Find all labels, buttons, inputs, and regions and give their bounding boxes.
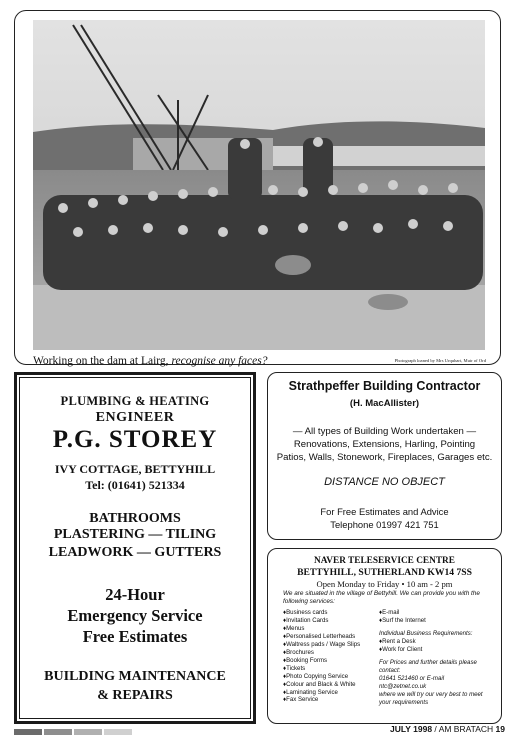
naver-business-heading: Individual Business Requirements: (379, 629, 473, 637)
dam-photo-illustration (33, 20, 485, 350)
naver-contact-line: where we will try our very best to meet (379, 690, 483, 698)
footer-bar (14, 729, 42, 735)
list-item: ♦Invitation Cards (283, 616, 329, 624)
naver-service-list (283, 609, 383, 704)
storey-service-line: LEADWORK — GUTTERS (48, 545, 222, 560)
footer-separator: / (432, 724, 439, 734)
list-item: ♦E-mail (379, 609, 400, 616)
page-footer (390, 724, 505, 734)
naver-contact-line: ntc@zetnet.co.uk (379, 682, 427, 690)
naver-right-column (379, 609, 499, 706)
naver-contact-line: For Prices and further details please (379, 658, 477, 666)
list-item: ♦Waltress pads / Wage Slips (283, 640, 361, 648)
strath-owner: (H. MacAllister) (349, 398, 420, 409)
list-item: ♦Business cards (283, 609, 328, 616)
strath-distance: DISTANCE NO OBJECT (324, 476, 445, 488)
naver-intro-line: following services: (283, 598, 335, 605)
naver-place: BETTYHILL, SUTHERLAND KW14 7SS (297, 567, 472, 578)
storey-address: IVY COTTAGE, BETTYHILL (54, 462, 216, 476)
list-item: ♦Personalised Letterheads (283, 632, 356, 640)
storey-emergency-line: Emergency Service (67, 606, 203, 625)
strath-text-line: Patios, Walls, Stonework, Fireplaces, Garages etc. (276, 452, 493, 463)
storey-advert (14, 372, 256, 724)
naver-online-list (379, 609, 499, 625)
page-number: 19 (495, 724, 505, 734)
storey-telephone: Tel: (01641) 521334 (85, 478, 185, 492)
strath-text-line: Renovations, Extensions, Harling, Pointing (293, 439, 476, 450)
naver-contact-line: your requirements (379, 698, 429, 706)
list-item: ♦Laminating Service (283, 688, 338, 696)
strath-telephone: Telephone 01997 421 751 (330, 519, 439, 530)
list-item: ♦Tickets (283, 664, 306, 672)
strathpeffer-advert (267, 372, 502, 540)
list-item: ♦Rent a Desk (379, 637, 416, 645)
naver-business-list (379, 638, 499, 654)
storey-business-name: P.G. STOREY (52, 426, 218, 453)
caption-text: Working on the dam at Lairg, (33, 355, 172, 367)
storey-service-line: BATHROOMS (89, 511, 181, 526)
storey-maintenance-line: & REPAIRS (97, 688, 173, 703)
list-item: ♦Menus (283, 624, 305, 632)
caption-italic: recognise any faces? (171, 355, 268, 367)
storey-engineer-line: ENGINEER (95, 410, 175, 425)
naver-hours: Open Monday to Friday • 10 am - 2 pm (316, 579, 453, 589)
storey-trade-line: PLUMBING & HEATING (60, 394, 210, 408)
footer-month: JULY 1998 (389, 724, 433, 734)
footer-bar (74, 729, 102, 735)
footer-magazine: AM BRATACH (438, 724, 494, 734)
photo-panel (14, 10, 501, 365)
list-item: ♦Brochures (283, 648, 314, 656)
dam-photograph (33, 20, 485, 350)
list-item: ♦Colour and Black & White (283, 680, 356, 688)
naver-intro-line: We are situated in the village of Bettyhill. We can provide you with the (283, 590, 480, 597)
list-item: ♦Booking Forms (283, 656, 328, 664)
footer-bar (104, 729, 132, 735)
list-item: ♦Work for Client (379, 645, 423, 653)
naver-advert (267, 548, 502, 724)
naver-contact-line: 01641 521460 or E-mail (379, 674, 445, 682)
storey-emergency-line: Free Estimates (82, 627, 188, 646)
photo-credit: Photograph loaned by Mrs Urquhart, Muir of Ord (394, 358, 486, 363)
storey-maintenance-line: BUILDING MAINTENANCE (44, 669, 226, 684)
list-item: ♦Surf the Internet (379, 616, 426, 624)
footer-bar (44, 729, 72, 735)
strath-text-line: — All types of Building Work undertaken — (292, 426, 477, 437)
strath-title: Strathpeffer Building Contractor (288, 379, 481, 393)
list-item: ♦Photo Copying Service (283, 672, 349, 680)
list-item: ♦Fax Service (283, 696, 319, 704)
strath-advice: For Free Estimates and Advice (320, 506, 449, 517)
naver-contact-line: contact: (379, 666, 401, 674)
storey-emergency-line: 24-Hour (105, 585, 165, 604)
footer-color-bars (14, 729, 134, 735)
storey-service-line: PLASTERING — TILING (53, 527, 217, 542)
naver-title: NAVER TELESERVICE CENTRE (314, 556, 455, 566)
photo-caption (33, 355, 267, 367)
